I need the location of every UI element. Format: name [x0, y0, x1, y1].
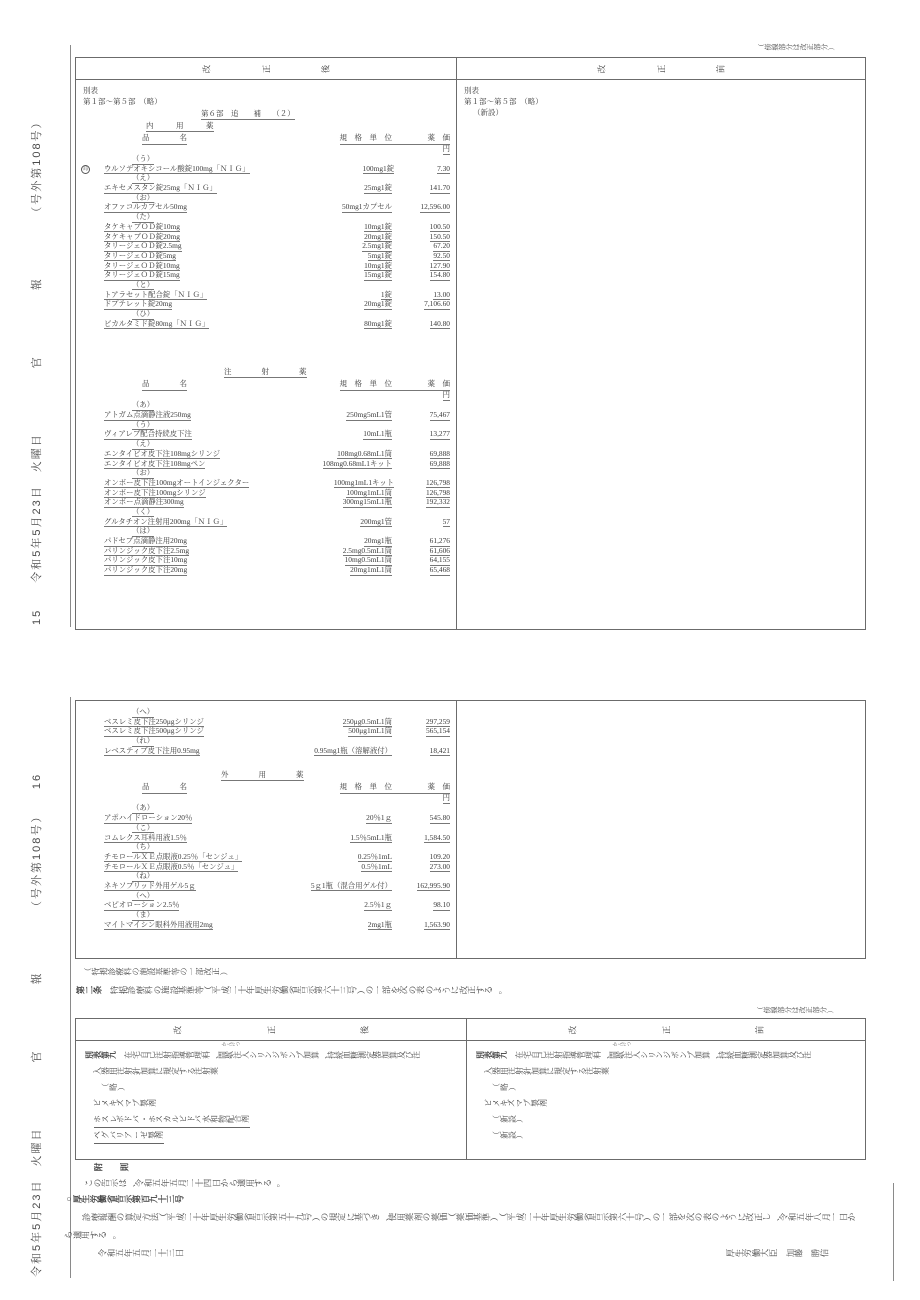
- kana-group-label: （う）: [132, 419, 155, 429]
- col-header-name: 品 名: [142, 378, 187, 391]
- revised-after-column: [76, 58, 457, 629]
- drug-name: パリンジック皮下注20mg: [104, 565, 188, 575]
- kana-group-row: [76, 173, 456, 183]
- drug-name: タケキャブＯＤ錠20mg: [104, 231, 180, 241]
- drug-spec: 0.5％1mL: [361, 861, 392, 871]
- drug-row: [76, 410, 456, 420]
- drug-spec: 100mg1mL1キット: [333, 477, 395, 487]
- injection-drug-rows-cont: [76, 707, 456, 755]
- drug-spec: 10mL1瓶: [363, 429, 392, 439]
- drug-name: ウルソデオキシコール酸錠100mg「ＮＩＧ」: [104, 163, 250, 173]
- revision-text-line: ビメキズマブ製剤: [483, 1099, 548, 1107]
- drug-row: [76, 555, 456, 565]
- drug-price: 150.50: [429, 231, 450, 241]
- drug-row: [76, 164, 456, 174]
- notice-193-body-line1: 診療報酬の算定方法（平成二十年厚生労働省告示第五十九号）の規定に基づき、使用薬剤の薬価（薬価基準）（平成二十年厚生労働省告示第六十号）の一部を次の表のように改正し、令和五年八月一日か: [81, 1212, 857, 1222]
- drug-price: 98.10: [433, 900, 450, 910]
- revision-text-line: （略）: [100, 1083, 126, 1091]
- drug-price: 57: [442, 516, 450, 526]
- drug-name: タリージェＯＤ錠2.5mg: [104, 241, 182, 251]
- after-body: [76, 80, 456, 575]
- drug-row: [76, 429, 456, 439]
- drug-name: エンタイビオ皮下注108mgシリンジ: [104, 448, 220, 458]
- drug-spec: 50mg1カプセル: [341, 202, 392, 212]
- drug-spec: 10mg1錠: [364, 260, 392, 270]
- drug-row: [76, 726, 456, 736]
- drug-spec: 2.5mg0.5mL1筒: [342, 545, 392, 555]
- external-section-title: 外 用 薬: [221, 770, 304, 780]
- drug-row: [76, 900, 456, 910]
- drug-price: 109.20: [429, 851, 450, 861]
- col-header-name: 品 名: [142, 781, 187, 794]
- kana-group-row: [76, 193, 456, 203]
- drug-row: [76, 270, 456, 280]
- kana-group-row: [76, 891, 456, 901]
- drug-row: [76, 746, 456, 756]
- drug-spec: 10mg0.5mL1筒: [344, 555, 392, 565]
- drug-row: [76, 261, 456, 271]
- drug-spec: 1錠: [380, 289, 392, 299]
- drug-price: 69,888: [429, 458, 450, 468]
- page2-revision-note: （傍線部分は改正部分）: [756, 1006, 835, 1014]
- drug-name: エンタイビオ皮下注108mgペン: [104, 458, 206, 468]
- drug-price: 297,259: [425, 716, 450, 726]
- appendix9-table: [75, 1018, 866, 1160]
- drug-name: パリンジック皮下注10mg: [104, 555, 188, 565]
- drug-name: オンボー皮下注100mgオートインジェクター: [104, 477, 250, 487]
- drug-name: コムレクス耳科用液1.5％: [104, 832, 187, 842]
- after-header-cell: 改 正 後: [76, 1019, 466, 1041]
- kana-group-label: （ち）: [132, 842, 155, 852]
- drug-name: エキセメスタン錠25mg「ＮＩＧ」: [104, 183, 217, 193]
- drug-name: ヴィアレブ配合持続皮下注: [104, 429, 192, 439]
- drug-row: [76, 852, 456, 862]
- revision-text-line: 別表第九 在宅自己注射指導管理料、間歇注入シリンジポンプ加算、持続血糖測定器加算及び注: [84, 1051, 422, 1059]
- drug-name: パドセブ点滴静注用20mg: [104, 536, 187, 545]
- drug-spec: 0.95mg1瓶（溶解液付）: [314, 745, 392, 755]
- kana-group-label: （あ）: [132, 803, 155, 813]
- col-header-price: 薬 価: [392, 132, 450, 145]
- drug-name: マイトマイシン眼科外用液用2mg: [104, 919, 213, 929]
- drug-name: オンボー点滴静注300mg: [104, 497, 184, 507]
- drug-name: アトガム点滴静注液250mg: [104, 410, 191, 420]
- before-header-cell: [457, 58, 865, 80]
- drug-row: [76, 299, 456, 309]
- kana-group-label: （え）: [132, 173, 155, 183]
- after-header-label: 改 正 後: [201, 64, 331, 73]
- revision-text-line: ビメキズマブ製剤: [92, 1099, 157, 1107]
- drug-price: 1,584.50: [424, 832, 450, 842]
- page1-revision-note: [758, 42, 835, 52]
- drug-price: 7.30: [437, 163, 450, 173]
- after-body-cont: [76, 701, 456, 929]
- drug-row: [76, 459, 456, 469]
- drug-price: 75,467: [429, 410, 450, 420]
- kana-group-row: [76, 871, 456, 881]
- revision-text-line: （新設）: [491, 1131, 525, 1139]
- drug-price: 192,332: [425, 497, 450, 507]
- drug-spec: 0.25％1mL: [357, 851, 393, 861]
- page2-margin-rule: [70, 697, 71, 1278]
- price-table-page1: [75, 57, 866, 630]
- kana-group-row: [76, 823, 456, 833]
- drug-name: チモロールＸＥ点眼液0.25％「センジュ」: [104, 851, 243, 861]
- col-header-name: 品 名: [142, 132, 187, 145]
- drug-price: 100.50: [429, 221, 450, 231]
- kana-group-label: （ひ）: [132, 309, 155, 318]
- drug-spec: 250mg5mL1管: [346, 410, 392, 420]
- drug-row: [76, 920, 456, 930]
- drug-row: [76, 449, 456, 459]
- oral-column-headers: [76, 132, 456, 143]
- kana-group-label: （お）: [132, 192, 155, 202]
- kana-group-row: [76, 154, 456, 164]
- drug-row: [76, 202, 456, 212]
- kana-group-label: （ま）: [132, 910, 155, 919]
- drug-row: [76, 183, 456, 193]
- kana-group-row: [76, 736, 456, 746]
- drug-spec: 108mg0.68mL1筒: [337, 448, 392, 458]
- drug-row: [76, 565, 456, 575]
- col-header-spec: 規 格 単 位: [340, 781, 393, 794]
- kana-group-label: （へ）: [132, 707, 155, 716]
- before-header-label: 改 正 前: [596, 64, 726, 73]
- drug-name: タリージェＯＤ錠5mg: [104, 250, 176, 260]
- drug-spec: 300mg15mL1瓶: [342, 497, 392, 507]
- revision-text-line: 別表第九 在宅自己注射指導管理料、間歇注入シリンジポンプ加算、持続血糖測定器加算及び注: [475, 1051, 813, 1059]
- after-header-cell: [76, 58, 456, 80]
- col-header-spec: 規 格 単 位: [340, 378, 393, 391]
- drug-spec: 5ｇ1瓶（混合用ゲル付）: [310, 880, 392, 890]
- revised-before-column-empty: [457, 701, 865, 958]
- kana-group-row: [76, 439, 456, 449]
- drug-row: [76, 536, 456, 546]
- revision-text-line: （略）: [491, 1083, 517, 1091]
- newly-added-label: （新設）: [473, 108, 503, 117]
- drug-row: [76, 222, 456, 232]
- kana-group-row: [76, 212, 456, 222]
- page2-running-head: 令和5年5月23日 火曜日 官 報 （号外第108号） 16: [31, 772, 43, 1277]
- minister-signature: 厚生労働大臣 加藤 勝信: [725, 1248, 829, 1258]
- appendix9-after-column: [76, 1019, 467, 1159]
- kana-group-label: （あ）: [132, 400, 155, 410]
- drug-name: ベスレミ皮下注250μgシリンジ: [104, 716, 204, 726]
- furigana-kanketsu: かんけつ: [612, 1041, 631, 1047]
- appendix9-before-column: [467, 1019, 865, 1159]
- before-header-cell: 改 正 前: [467, 1019, 865, 1041]
- kana-group-row: [76, 280, 456, 290]
- drug-row: [76, 478, 456, 488]
- drug-spec: 500μg1mL1筒: [348, 726, 392, 736]
- drug-row: [76, 232, 456, 242]
- page1-margin-rule: [70, 45, 71, 627]
- drug-price: 61,276: [429, 536, 450, 545]
- kana-group-label: （く）: [132, 506, 155, 516]
- drug-price: 127.90: [429, 260, 450, 270]
- drug-name: タリージェＯＤ錠10mg: [104, 260, 180, 270]
- kana-group-row: [76, 910, 456, 920]
- drug-spec: 80mg1錠: [364, 318, 392, 328]
- drug-name: オンボー皮下注100mgシリンジ: [104, 487, 206, 497]
- drug-price: 154.80: [429, 270, 450, 280]
- drug-spec: 250μg0.5mL1筒: [342, 716, 392, 726]
- supplementary-provision-body: この告示は、令和五年五月二十四日から適用する。: [83, 1178, 281, 1188]
- injection-column-headers: [76, 378, 456, 389]
- col-header-price: 薬 価: [392, 781, 450, 794]
- drug-name: グルタチオン注射用200mg「ＮＩＧ」: [104, 516, 228, 526]
- drug-spec: 20mg1錠: [364, 231, 392, 241]
- kana-group-label: （へ）: [132, 890, 155, 900]
- kana-group-row: [76, 526, 456, 536]
- drug-spec: 2mg1瓶: [367, 919, 392, 929]
- drug-row: [76, 241, 456, 251]
- beppyo-label: 別表: [464, 86, 479, 95]
- drug-name: ベスレミ皮下注500μgシリンジ: [104, 726, 204, 736]
- drug-spec: 100mg1mL1筒: [346, 487, 392, 497]
- drug-price: 140.80: [429, 318, 450, 328]
- kana-group-label: （う）: [132, 154, 155, 163]
- drug-name: アポハイドローション20％: [104, 813, 193, 823]
- article2-line: [76, 984, 501, 996]
- before-body: [457, 80, 865, 118]
- notice-193-date: 令和五年五月二十三日: [97, 1248, 184, 1258]
- tokkei-amendment-note: （特掲診療料の施設基準等の一部改正）: [83, 967, 229, 976]
- drug-name: オファコルカプセル50mg: [104, 202, 187, 212]
- appendix9-before-lines: [467, 1041, 865, 1143]
- oral-drug-rows: [76, 154, 456, 328]
- col-header-price: 薬 価: [392, 378, 450, 391]
- notice-193-body-line2: ら適用する。: [63, 1230, 116, 1240]
- kana-group-row: [76, 468, 456, 478]
- revision-text-line: （新設）: [491, 1115, 525, 1123]
- drug-price: 273.00: [429, 861, 450, 871]
- drug-price: 7,106.60: [424, 299, 450, 309]
- revised-after-column: [76, 701, 457, 958]
- drug-spec: 25mg1錠: [364, 183, 392, 193]
- drug-price: 92.50: [433, 250, 450, 260]
- external-column-headers: [76, 781, 456, 792]
- kana-group-label: （お）: [132, 468, 155, 478]
- drug-spec: 200mg1管: [360, 516, 392, 526]
- drug-spec: 2.5％1ｇ: [364, 900, 392, 910]
- drug-price: 565,154: [425, 726, 450, 736]
- drug-row: [76, 488, 456, 498]
- drug-name: パリンジック皮下注2.5mg: [104, 545, 190, 555]
- drug-price: 69,888: [429, 448, 450, 458]
- drug-row: [76, 290, 456, 300]
- drug-spec: 5mg1錠: [367, 250, 392, 260]
- kana-group-label: （れ）: [132, 736, 155, 746]
- injection-section-title: 注 射 薬: [224, 367, 307, 377]
- beppyo-label: 別表: [83, 86, 98, 95]
- price-table-continuation: [75, 700, 866, 959]
- drug-spec: 20％1ｇ: [366, 813, 392, 823]
- kana-group-row: [76, 309, 456, 319]
- kana-group-label: （こ）: [132, 822, 155, 832]
- revision-text-line: ペグバリアーゼ製剤: [76, 1127, 466, 1143]
- kana-group-label: （た）: [132, 212, 155, 222]
- drug-spec: 100mg1錠: [362, 163, 395, 173]
- drug-row: [76, 546, 456, 556]
- injection-drug-rows: [76, 400, 456, 574]
- drug-row: [76, 497, 456, 507]
- drug-price: 67.20: [433, 241, 450, 251]
- drug-price: 12,596.00: [420, 202, 450, 212]
- drug-price: 65,468: [429, 565, 450, 575]
- drug-spec: 20mg1mL1筒: [350, 565, 392, 575]
- drug-price: 545.80: [429, 813, 450, 823]
- drug-price: 1,563.90: [424, 919, 450, 929]
- drug-spec: 10mg1錠: [364, 221, 392, 231]
- kana-group-row: [76, 507, 456, 517]
- drug-row: [76, 251, 456, 261]
- section6-title: 第６部 追 補 （２）: [201, 109, 295, 118]
- drug-price: 162,995.90: [416, 880, 450, 890]
- drug-row: [76, 319, 456, 329]
- drug-spec: 108mg0.68mL1キット: [322, 458, 392, 468]
- parts-range-label: 第１部～第５部 （略）: [83, 97, 162, 106]
- drug-spec: 20mg1錠: [364, 299, 392, 309]
- drug-price: 64,155: [429, 555, 450, 565]
- drug-price: 18,421: [429, 745, 450, 755]
- kana-group-row: [76, 707, 456, 717]
- external-drug-rows: [76, 803, 456, 929]
- yen-unit-row: 円: [442, 390, 450, 400]
- page1-running-head: 15 令和5年5月23日 火曜日 官 報 （号外第108号）: [31, 115, 43, 625]
- parts-range-label: 第１部～第５部 （略）: [464, 97, 543, 106]
- yen-unit-row: 円: [442, 144, 450, 153]
- drug-name: チモロールＸＥ点眼液0.5％「センジュ」: [104, 861, 239, 871]
- kana-group-label: （え）: [132, 439, 155, 449]
- appendix9-after-lines: [76, 1041, 466, 1143]
- drug-price: 13,277: [429, 429, 450, 439]
- drug-row: [76, 881, 456, 891]
- drug-row: [76, 813, 456, 823]
- furigana-kanketsu: かんけつ: [221, 1041, 240, 1047]
- drug-row: [76, 862, 456, 872]
- drug-price: 126,798: [425, 487, 450, 497]
- drug-price: 126,798: [425, 477, 450, 487]
- jp-pharmacopoeia-mark: 局: [82, 166, 88, 172]
- drug-spec: 1.5％5mL1瓶: [350, 832, 392, 842]
- supplementary-provision-title: 附 則: [93, 1162, 129, 1172]
- kana-group-label: （は）: [132, 526, 155, 536]
- drug-row: [76, 717, 456, 727]
- drug-name: ビカルタミド錠80mg「ＮＩＧ」: [104, 318, 210, 328]
- revision-text-line: 入器用注射針加算に規定する注射薬: [92, 1067, 219, 1075]
- page2-right-column-rule: [893, 1183, 894, 1281]
- drug-spec: 15mg1錠: [364, 270, 392, 280]
- drug-name: ドプテレット錠20mg: [104, 299, 173, 309]
- yen-unit-row: 円: [442, 793, 450, 803]
- revision-text-line: 入器用注射針加算に規定する注射薬: [483, 1067, 610, 1075]
- drug-name: タリージェＯＤ錠15mg: [104, 270, 180, 280]
- drug-price: 141.70: [429, 183, 450, 193]
- article2-body: 特掲診療料の施設基準等（平成二十年厚生労働省告示第六十三号）の一部を次の表のように改正する。: [109, 985, 502, 995]
- kana-group-label: （と）: [132, 279, 155, 289]
- kana-group-row: [76, 420, 456, 430]
- drug-price: 61,606: [429, 545, 450, 555]
- drug-spec: 20mg1瓶: [364, 536, 392, 545]
- drug-name: タケキャブＯＤ錠10mg: [104, 221, 180, 231]
- drug-name: ベピオローション2.5％: [104, 900, 180, 910]
- kana-group-row: [76, 803, 456, 813]
- revised-before-column: [457, 58, 865, 629]
- kana-group-row: [76, 400, 456, 410]
- revision-text-line: ホスレボドパ・ホスカルビドパ水和物配合剤: [76, 1111, 466, 1127]
- drug-row: [76, 517, 456, 527]
- drug-name: レベスティブ皮下注用0.95mg: [104, 745, 200, 755]
- revision-note-text: （傍線部分は改正部分）: [757, 43, 836, 51]
- kana-group-label: （ね）: [132, 871, 155, 881]
- drug-row: [76, 833, 456, 843]
- notice-193-number: ○厚生労働省告示第百九十三号: [63, 1194, 184, 1204]
- drug-price: 13.00: [433, 289, 450, 299]
- drug-spec: 2.5mg1錠: [362, 241, 392, 251]
- kana-group-row: [76, 842, 456, 852]
- article2-label: 第二条: [75, 985, 103, 995]
- drug-name: トアラセット配合錠「ＮＩＧ」: [104, 289, 208, 299]
- col-header-spec: 規 格 単 位: [340, 132, 393, 145]
- drug-name: ネキソブリッド外用ゲル5ｇ: [104, 880, 196, 890]
- oral-drug-section-title: 内 用 薬: [146, 121, 214, 130]
